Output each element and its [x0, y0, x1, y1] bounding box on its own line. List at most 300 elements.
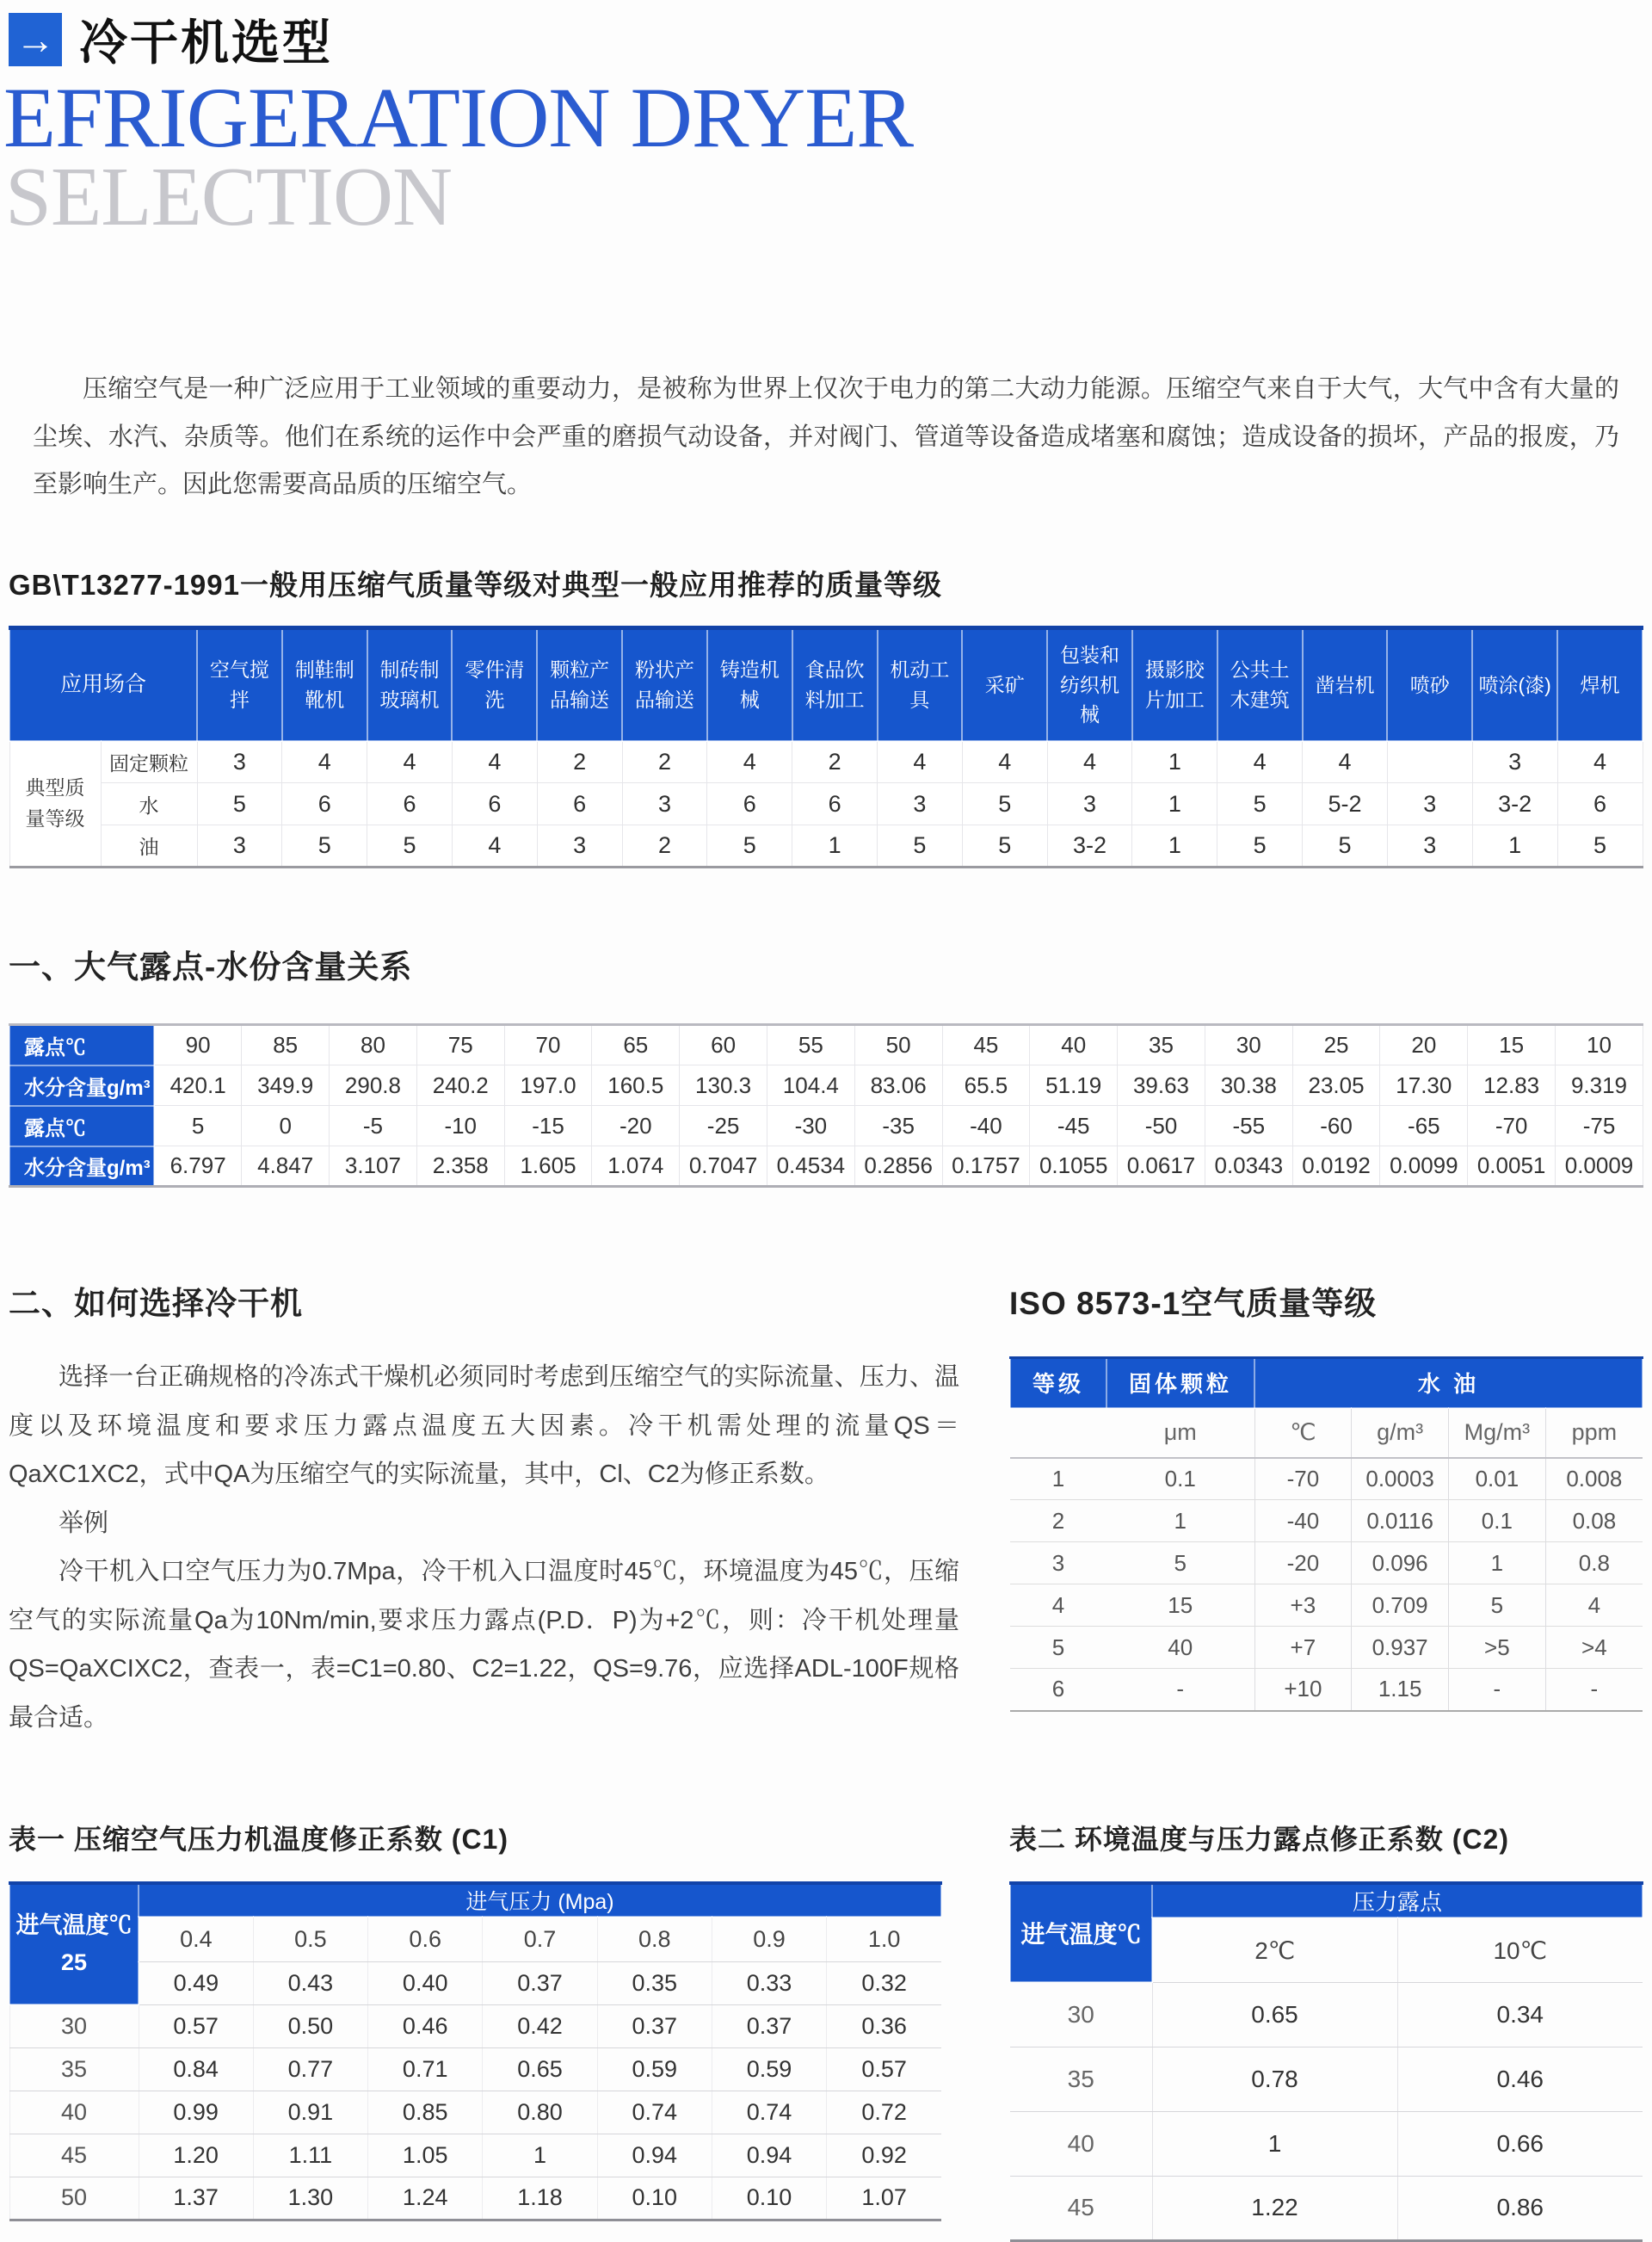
dew-section-title: 一、大气露点-水份含量关系: [9, 949, 413, 985]
c2-dew-title: 压力露点: [1152, 1883, 1643, 1918]
dew-value-cell: 420.1: [154, 1065, 242, 1106]
dew-value-cell: 35: [1118, 1025, 1205, 1065]
dew-data-row: [9, 1106, 1643, 1146]
dew-value-cell: 30.38: [1205, 1065, 1292, 1106]
c1-temp-cell: 40: [9, 2091, 139, 2134]
gb-data-row: [9, 783, 1643, 825]
iso-water-oil-header: 水 油: [1254, 1358, 1643, 1408]
gb-column-header: 喷砂: [1387, 628, 1472, 741]
iso-value-cell: 1: [1106, 1500, 1254, 1542]
iso-unit-cell: μm: [1106, 1408, 1254, 1458]
dew-value-cell: -20: [592, 1106, 680, 1146]
dew-value-cell: 83.06: [854, 1065, 942, 1106]
c1-value-cell: 0.35: [597, 1961, 712, 2004]
iso-unit-cell: ppm: [1545, 1408, 1643, 1458]
c1-temp-cell: 50: [9, 2177, 139, 2220]
c1-value-cell: 0.43: [253, 1961, 367, 2004]
c2-data-row: [1010, 2111, 1643, 2176]
c1-first-values-row: [9, 1961, 941, 2004]
dew-value-cell: 4.847: [242, 1146, 330, 1187]
gb-value-cell: 5: [962, 825, 1047, 868]
gb-value-cell: 3: [1047, 783, 1132, 825]
c1-value-cell: 1.05: [368, 2134, 483, 2177]
iso-unit-cell: ℃: [1254, 1408, 1352, 1458]
dew-value-cell: 1.605: [504, 1146, 592, 1187]
dew-value-cell: 85: [242, 1025, 330, 1065]
gb-column-header: 焊机: [1557, 628, 1643, 741]
gb-value-cell: 2: [792, 741, 878, 783]
dew-value-cell: 15: [1468, 1025, 1556, 1065]
c1-pressure-header: 1.0: [827, 1917, 941, 1961]
gb-value-cell: 2: [622, 825, 707, 868]
iso-value-cell: 0.1: [1106, 1458, 1254, 1500]
gb-value-cell: 5: [1217, 825, 1303, 868]
selection-paragraph-2: 举例: [59, 1509, 109, 1537]
iso-value-cell: -40: [1254, 1500, 1352, 1542]
iso-grade-cell: 6: [1010, 1669, 1106, 1711]
gb-value-cell: 5: [962, 783, 1047, 825]
gb-column-header: 喷涂(漆): [1472, 628, 1557, 741]
dew-value-cell: 9.319: [1556, 1065, 1643, 1106]
arrow-right-icon: →: [9, 13, 62, 66]
iso-value-cell: 15: [1106, 1584, 1254, 1627]
dew-value-cell: 240.2: [416, 1065, 504, 1106]
c1-value-cell: 1.11: [253, 2134, 367, 2177]
gb-value-cell: 3: [1387, 825, 1472, 868]
gb-value-cell: 3: [1387, 783, 1472, 825]
iso-unit-cell: Mg/m³: [1449, 1408, 1546, 1458]
dew-value-cell: 197.0: [504, 1065, 592, 1106]
dew-value-cell: -40: [942, 1106, 1030, 1146]
c2-value-cell: 0.86: [1397, 2176, 1643, 2240]
dew-value-cell: 290.8: [330, 1065, 417, 1106]
gb-value-cell: 5: [1217, 783, 1303, 825]
gb-column-header: 摄影胶片加工: [1132, 628, 1217, 741]
c1-value-cell: 0.49: [139, 1961, 253, 2004]
c1-pressure-title: 进气压力 (Mpa): [139, 1883, 941, 1917]
c1-pressure-header: 0.8: [597, 1917, 712, 1961]
gb-value-cell: 4: [282, 741, 367, 783]
iso-grade-cell: 2: [1010, 1500, 1106, 1542]
c1-value-cell: 0.77: [253, 2047, 367, 2091]
iso-value-cell: >4: [1545, 1627, 1643, 1669]
iso-grade-cell: 5: [1010, 1627, 1106, 1669]
dew-value-cell: 12.83: [1468, 1065, 1556, 1106]
c1-value-cell: 1.37: [139, 2177, 253, 2220]
dew-value-cell: -10: [416, 1106, 504, 1146]
gb-value-cell: 3-2: [1472, 783, 1557, 825]
c1-temp-cell: 45: [9, 2134, 139, 2177]
dew-value-cell: 10: [1556, 1025, 1643, 1065]
c2-value-cell: 0.78: [1152, 2047, 1397, 2111]
gb-column-header: 铸造机械: [707, 628, 792, 741]
dew-value-cell: 5: [154, 1106, 242, 1146]
iso-unit-cell: [1010, 1408, 1106, 1458]
c2-dewpoint-header: 2℃: [1152, 1918, 1397, 1982]
gb-value-cell: 6: [1557, 783, 1643, 825]
dew-value-cell: -75: [1556, 1106, 1643, 1146]
iso-value-cell: 0.0003: [1352, 1458, 1449, 1500]
iso-value-cell: -20: [1254, 1542, 1352, 1584]
dew-value-cell: 39.63: [1118, 1065, 1205, 1106]
c1-value-cell: 0.91: [253, 2091, 367, 2134]
c2-table-title: 表二 环境温度与压力露点修正系数 (C2): [1009, 1824, 1510, 1856]
gb-row-group-label: 典型质量等级: [9, 741, 101, 868]
dew-row-label: 露点℃: [9, 1025, 154, 1065]
gb-column-header: 包装和纺织机械: [1047, 628, 1132, 741]
selection-section: [9, 1277, 1643, 1742]
gb-column-header: 颗粒产品输送: [537, 628, 622, 741]
c1-value-cell: 1.18: [483, 2177, 597, 2220]
gb-value-cell: 3: [537, 825, 622, 868]
c1-value-cell: 0.33: [712, 1961, 826, 2004]
c1-value-cell: 1: [483, 2134, 597, 2177]
gb-value-cell: 4: [1557, 741, 1643, 783]
gb-column-header: 公共土木建筑: [1217, 628, 1303, 741]
dew-value-cell: 0.7047: [680, 1146, 767, 1187]
iso-value-cell: 0.008: [1545, 1458, 1643, 1500]
gb-value-cell: 4: [1047, 741, 1132, 783]
gb-column-header: 制鞋制靴机: [282, 628, 367, 741]
c1-value-cell: 0.74: [597, 2091, 712, 2134]
c2-data-row: [1010, 2176, 1643, 2240]
dew-value-cell: 80: [330, 1025, 417, 1065]
iso-data-row: [1010, 1627, 1643, 1669]
c1-value-cell: 0.36: [827, 2004, 941, 2047]
dew-value-cell: 0.4534: [767, 1146, 854, 1187]
c1-temp-cell: 30: [9, 2004, 139, 2047]
gb-column-header: 凿岩机: [1303, 628, 1388, 741]
iso-grade-cell: 3: [1010, 1542, 1106, 1584]
dew-value-cell: 2.358: [416, 1146, 504, 1187]
dew-value-cell: 104.4: [767, 1065, 854, 1106]
iso-grade-header: 等级: [1010, 1358, 1106, 1408]
iso-grade-cell: 1: [1010, 1458, 1106, 1500]
iso-data-row: [1010, 1458, 1643, 1500]
dew-value-cell: -45: [1030, 1106, 1118, 1146]
dew-value-cell: 0.1757: [942, 1146, 1030, 1187]
dew-value-cell: -70: [1468, 1106, 1556, 1146]
gb-row-label: 水: [101, 783, 197, 825]
gb-value-cell: 6: [367, 783, 453, 825]
c2-value-cell: 0.65: [1152, 1982, 1397, 2047]
dew-value-cell: 6.797: [154, 1146, 242, 1187]
iso-value-cell: -: [1106, 1669, 1254, 1711]
iso-value-cell: 1: [1449, 1542, 1546, 1584]
gb-row-label: 油: [101, 825, 197, 868]
c1-pressure-header: 0.6: [368, 1917, 483, 1961]
c2-value-cell: 0.46: [1397, 2047, 1643, 2111]
c2-corner-label: 进气温度℃: [1010, 1883, 1152, 1982]
selection-section-title: 二、如何选择冷干机: [9, 1286, 303, 1322]
dew-value-cell: 130.3: [680, 1065, 767, 1106]
c2-value-cell: 1: [1152, 2111, 1397, 2176]
c1-value-cell: 0.85: [368, 2091, 483, 2134]
dew-data-row: [9, 1025, 1643, 1065]
dew-value-cell: 0.0009: [1556, 1146, 1643, 1187]
c1-value-cell: 0.32: [827, 1961, 941, 2004]
dew-value-cell: -25: [680, 1106, 767, 1146]
gb-value-cell: 3: [197, 741, 282, 783]
dew-value-cell: -35: [854, 1106, 942, 1146]
iso-value-cell: 0.937: [1352, 1627, 1449, 1669]
gb-value-cell: 3-2: [1047, 825, 1132, 868]
gb-value-cell: 5: [367, 825, 453, 868]
gb-column-header: 零件清洗: [452, 628, 537, 741]
gb-value-cell: 6: [792, 783, 878, 825]
dew-value-cell: -65: [1380, 1106, 1468, 1146]
iso-column: [1009, 1277, 1643, 1742]
c1-value-cell: 0.40: [368, 1961, 483, 2004]
iso-value-cell: +10: [1254, 1669, 1352, 1711]
dew-value-cell: 20: [1380, 1025, 1468, 1065]
dew-value-cell: -5: [330, 1106, 417, 1146]
gb-value-cell: 1: [1132, 741, 1217, 783]
gb-data-row: [9, 825, 1643, 868]
gb-value-cell: 2: [622, 741, 707, 783]
c1-pressure-header: 0.5: [253, 1917, 367, 1961]
gb-value-cell: 6: [282, 783, 367, 825]
gb-row-label: 固定颗粒: [101, 741, 197, 783]
selection-paragraph-3: 冷干机入口空气压力为0.7Mpa，冷干机入口温度时45℃，环境温度为45℃，压缩空气的实际流量Qa为10Nm/min,要求压力露点(P.D．P)为+2℃，则：冷干机处理量QS=QaXCIXC2，查表一，表=C1=0.80、C2=1.22，QS=9.76，应选择ADL-100F规格最合适。: [9, 1558, 959, 1732]
iso-units-row: [1010, 1408, 1643, 1458]
c2-temp-cell: 40: [1010, 2111, 1152, 2176]
c1-value-cell: 0.37: [483, 1961, 597, 2004]
gb-value-cell: 5: [707, 825, 792, 868]
c2-temp-cell: 45: [1010, 2176, 1152, 2240]
c2-data-row: [1010, 1982, 1643, 2047]
c2-header-row: [1010, 1883, 1643, 1918]
iso-data-row: [1010, 1584, 1643, 1627]
iso-data-row: [1010, 1542, 1643, 1584]
iso-value-cell: 0.0116: [1352, 1500, 1449, 1542]
iso-table-title: ISO 8573-1空气质量等级: [1009, 1286, 1378, 1322]
iso-value-cell: +7: [1254, 1627, 1352, 1669]
gb-column-header: 应用场合: [9, 628, 197, 741]
page-header: [9, 0, 1643, 74]
c1-column: [9, 1818, 959, 2242]
c1-value-cell: 0.99: [139, 2091, 253, 2134]
iso-value-cell: 40: [1106, 1627, 1254, 1669]
gb-header-row: [9, 628, 1643, 741]
c1-value-cell: 0.92: [827, 2134, 941, 2177]
dew-value-cell: -60: [1292, 1106, 1380, 1146]
c1-data-row: [9, 2047, 941, 2091]
dew-row-label: 水分含量g/m³: [9, 1065, 154, 1106]
dew-row-label: 水分含量g/m³: [9, 1146, 154, 1187]
gb-column-header: 空气搅拌: [197, 628, 282, 741]
dew-value-cell: 23.05: [1292, 1065, 1380, 1106]
c1-value-cell: 0.94: [712, 2134, 826, 2177]
iso-unit-cell: g/m³: [1352, 1408, 1449, 1458]
c1-value-cell: 0.80: [483, 2091, 597, 2134]
dew-value-cell: 25: [1292, 1025, 1380, 1065]
gb-value-cell: 1: [1132, 825, 1217, 868]
dew-value-cell: 1.074: [592, 1146, 680, 1187]
c1-header-row: [9, 1883, 941, 1917]
iso-value-cell: 0.08: [1545, 1500, 1643, 1542]
iso-grade-cell: 4: [1010, 1584, 1106, 1627]
c1-value-cell: 0.84: [139, 2047, 253, 2091]
c1-value-cell: 0.59: [597, 2047, 712, 2091]
gb-column-header: 制砖制玻璃机: [367, 628, 453, 741]
iso-value-cell: -: [1449, 1669, 1546, 1711]
gb-value-cell: 5-2: [1303, 783, 1388, 825]
iso-air-quality-table: [1009, 1356, 1643, 1712]
dew-value-cell: 0: [242, 1106, 330, 1146]
c1-value-cell: 0.57: [139, 2004, 253, 2047]
gb-value-cell: 2: [537, 741, 622, 783]
c2-value-cell: 0.66: [1397, 2111, 1643, 2176]
c1-data-row: [9, 2091, 941, 2134]
c1-pressure-header: 0.7: [483, 1917, 597, 1961]
c1-data-row: [9, 2004, 941, 2047]
c2-value-cell: 1.22: [1152, 2176, 1397, 2240]
gb-value-cell: 3: [878, 783, 963, 825]
c2-temp-cell: 35: [1010, 2047, 1152, 2111]
c2-correction-table: [1009, 1881, 1643, 2242]
c1-value-cell: 0.46: [368, 2004, 483, 2047]
gb-value-cell: 6: [452, 783, 537, 825]
iso-value-cell: +3: [1254, 1584, 1352, 1627]
iso-value-cell: 0.096: [1352, 1542, 1449, 1584]
c1-corner-value: 25: [60, 1949, 88, 1976]
dew-value-cell: -15: [504, 1106, 592, 1146]
c1-pressures-row: [9, 1917, 941, 1961]
gb-column-header: 粉状产品输送: [622, 628, 707, 741]
gb-value-cell: 1: [1472, 825, 1557, 868]
dew-value-cell: 55: [767, 1025, 854, 1065]
c1-value-cell: 0.65: [483, 2047, 597, 2091]
dew-point-table: [9, 1023, 1643, 1188]
c1-value-cell: 0.37: [712, 2004, 826, 2047]
gb-column-header: 机动工具: [878, 628, 963, 741]
gb-column-header: 采矿: [962, 628, 1047, 741]
c1-value-cell: 0.57: [827, 2047, 941, 2091]
c1-value-cell: 0.59: [712, 2047, 826, 2091]
c1-value-cell: 0.50: [253, 2004, 367, 2047]
dew-value-cell: 40: [1030, 1025, 1118, 1065]
dew-value-cell: 45: [942, 1025, 1030, 1065]
c1-correction-table: [9, 1881, 942, 2221]
intro-paragraph: 压缩空气是一种广泛应用于工业领域的重要动力，是被称为世界上仅次于电力的第二大动力能源。压缩空气来自于大气，大气中含有大量的尘埃、水汽、杂质等。他们在系统的运作中会严重的磨损气动设备，并对阀门、管道等设备造成堵塞和腐蚀；造成设备的损坏，产品的报废，乃至影响生产。因此您需要高品质的压缩空气。: [33, 375, 1619, 499]
dew-value-cell: 0.1055: [1030, 1146, 1118, 1187]
gb-value-cell: 3: [197, 825, 282, 868]
c1-data-row: [9, 2134, 941, 2177]
gb-data-row: [9, 741, 1643, 783]
c2-temp-cell: 30: [1010, 1982, 1152, 2047]
gb-value-cell: 5: [1557, 825, 1643, 868]
page-subtitle-en: SELECTION: [5, 151, 453, 243]
correction-tables-section: [9, 1818, 1643, 2242]
iso-header-row: [1010, 1358, 1643, 1408]
gb-value-cell: 3: [1472, 741, 1557, 783]
dew-value-cell: 3.107: [330, 1146, 417, 1187]
gb-value-cell: 5: [282, 825, 367, 868]
dew-value-cell: 75: [416, 1025, 504, 1065]
c1-value-cell: 0.71: [368, 2047, 483, 2091]
iso-value-cell: 1.15: [1352, 1669, 1449, 1711]
c1-value-cell: 1.24: [368, 2177, 483, 2220]
gb-value-cell: 1: [792, 825, 878, 868]
gb-value-cell: 4: [707, 741, 792, 783]
dew-value-cell: 0.0051: [1468, 1146, 1556, 1187]
page-title-en: EFRIGERATION DRYER: [3, 70, 914, 165]
dew-value-cell: 90: [154, 1025, 242, 1065]
iso-value-cell: 5: [1106, 1542, 1254, 1584]
dew-value-cell: 0.0343: [1205, 1146, 1292, 1187]
dew-value-cell: 51.19: [1030, 1065, 1118, 1106]
c2-dewpoint-header: 10℃: [1397, 1918, 1643, 1982]
gb-value-cell: 4: [962, 741, 1047, 783]
c1-value-cell: 0.74: [712, 2091, 826, 2134]
dew-value-cell: 0.2856: [854, 1146, 942, 1187]
gb-value-cell: 1: [1132, 783, 1217, 825]
c1-temp-cell: 35: [9, 2047, 139, 2091]
iso-value-cell: 4: [1545, 1584, 1643, 1627]
page-title-cn: 冷干机选型: [79, 15, 333, 70]
iso-value-cell: 0.01: [1449, 1458, 1546, 1500]
c1-value-cell: 0.10: [712, 2177, 826, 2220]
selection-guide-column: [9, 1277, 959, 1742]
c1-value-cell: 0.42: [483, 2004, 597, 2047]
c2-value-cell: 0.34: [1397, 1982, 1643, 2047]
dew-value-cell: -50: [1118, 1106, 1205, 1146]
iso-solid-header: 固体颗粒: [1106, 1358, 1254, 1408]
dew-data-row: [9, 1065, 1643, 1106]
c1-data-row: [9, 2177, 941, 2220]
gb-value-cell: 4: [1303, 741, 1388, 783]
gb-value-cell: 3: [622, 783, 707, 825]
dew-value-cell: 50: [854, 1025, 942, 1065]
gb-value-cell: 4: [1217, 741, 1303, 783]
iso-value-cell: 0.1: [1449, 1500, 1546, 1542]
gb-value-cell: 4: [452, 741, 537, 783]
gb-value-cell: 5: [197, 783, 282, 825]
dew-value-cell: 60: [680, 1025, 767, 1065]
c1-pressure-header: 0.4: [139, 1917, 253, 1961]
dew-value-cell: 65: [592, 1025, 680, 1065]
gb-value-cell: 6: [537, 783, 622, 825]
c1-value-cell: 1.07: [827, 2177, 941, 2220]
c1-value-cell: 0.10: [597, 2177, 712, 2220]
c1-value-cell: 1.20: [139, 2134, 253, 2177]
dew-value-cell: 70: [504, 1025, 592, 1065]
gb-quality-table: [9, 626, 1643, 868]
dew-value-cell: 65.5: [942, 1065, 1030, 1106]
c1-value-cell: 0.72: [827, 2091, 941, 2134]
dew-row-label: 露点℃: [9, 1106, 154, 1146]
gb-value-cell: [1387, 741, 1472, 783]
gb-value-cell: 5: [1303, 825, 1388, 868]
c1-table-title: 表一 压缩空气压力机温度修正系数 (C1): [9, 1824, 509, 1856]
gb-value-cell: 4: [878, 741, 963, 783]
dew-value-cell: 30: [1205, 1025, 1292, 1065]
c1-corner-label: 进气温度℃: [15, 1912, 133, 1939]
c2-data-row: [1010, 2047, 1643, 2111]
c1-pressure-header: 0.9: [712, 1917, 826, 1961]
dew-value-cell: -30: [767, 1106, 854, 1146]
iso-value-cell: 0.8: [1545, 1542, 1643, 1584]
gb-table-title: GB\T13277-1991一般用压缩气质量等级对典型一般应用推荐的质量等级: [9, 569, 942, 602]
gb-value-cell: 6: [707, 783, 792, 825]
iso-value-cell: 5: [1449, 1584, 1546, 1627]
iso-data-row: [1010, 1669, 1643, 1711]
gb-value-cell: 4: [452, 825, 537, 868]
dew-value-cell: 0.0192: [1292, 1146, 1380, 1187]
iso-value-cell: -: [1545, 1669, 1643, 1711]
gb-value-cell: 5: [878, 825, 963, 868]
